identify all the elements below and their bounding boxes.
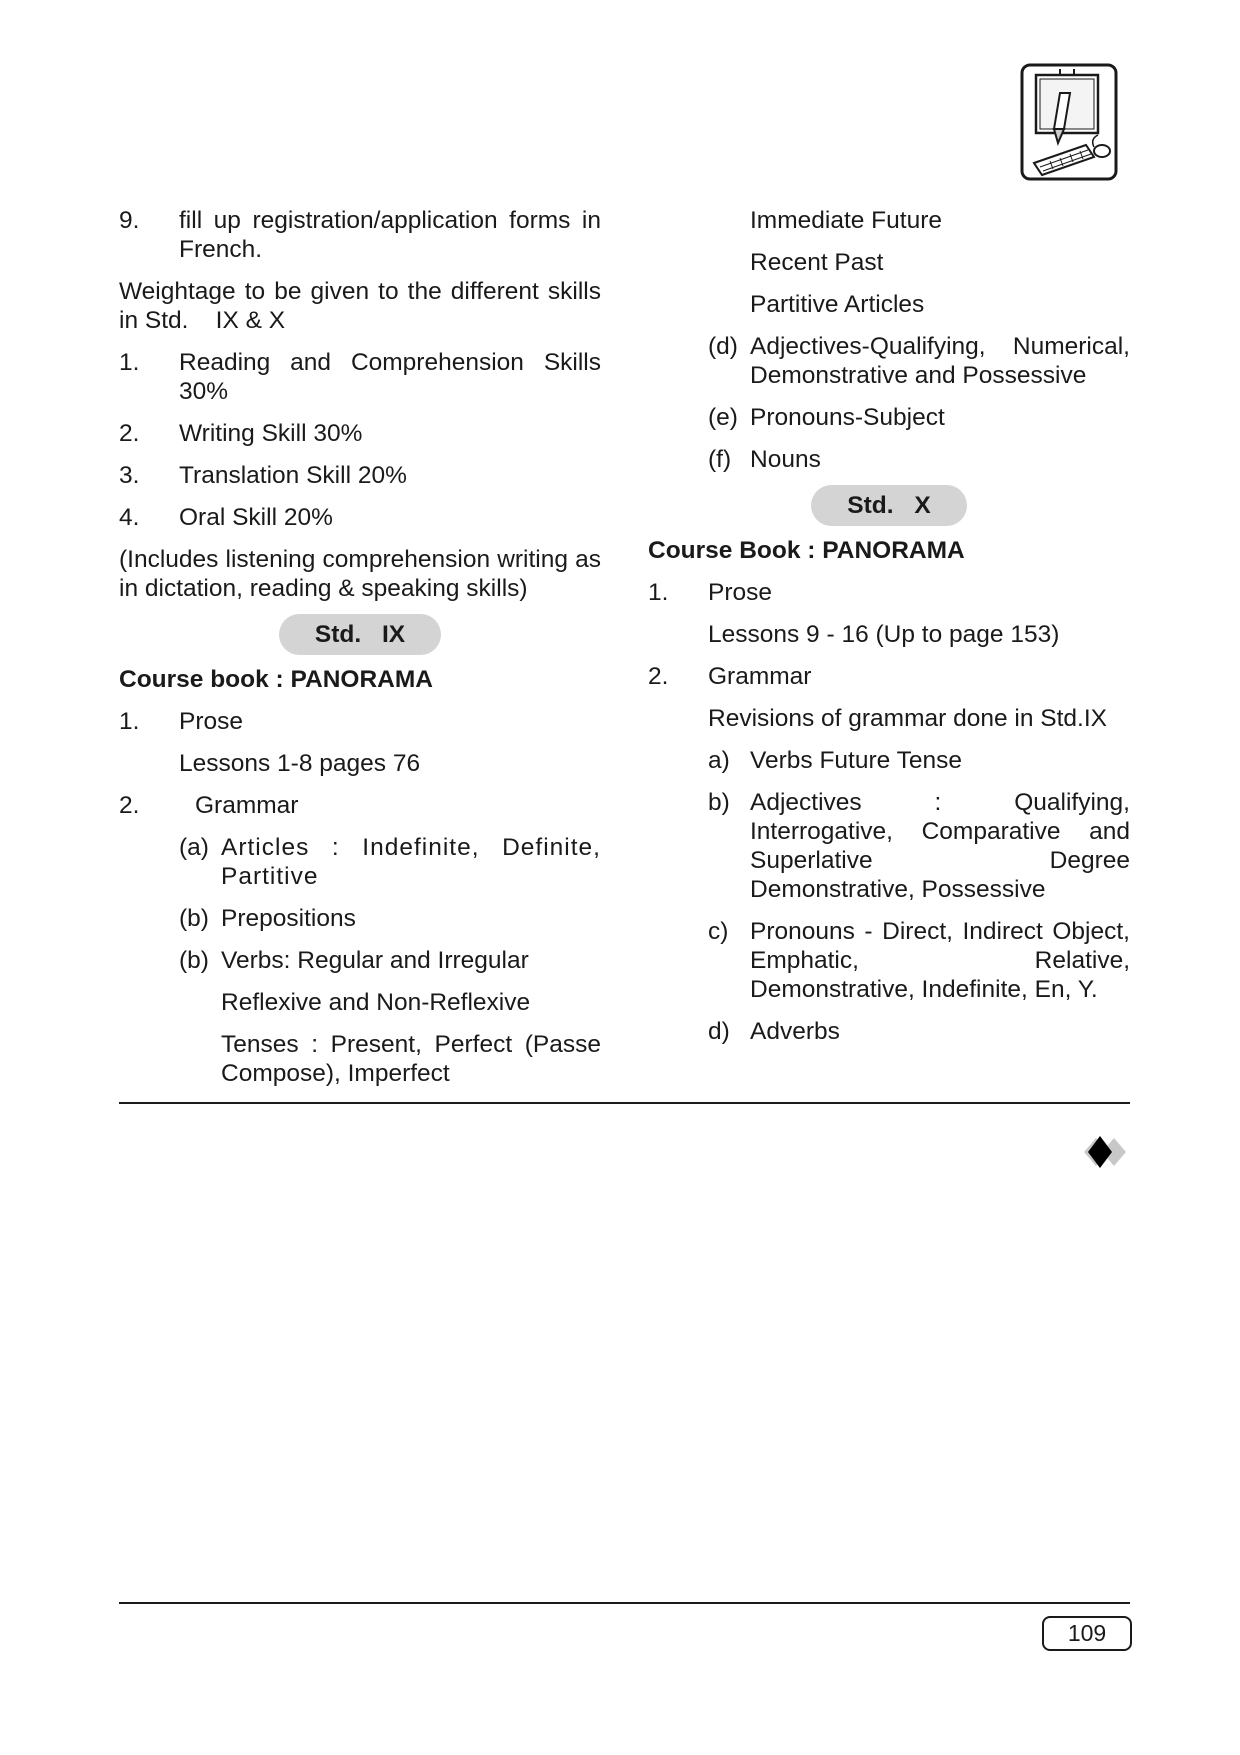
course-heading: Course Book : PANORAMA [648, 537, 965, 564]
section-divider [119, 1102, 1130, 1104]
prose-item [648, 578, 1130, 607]
tense-line: Immediate Future [750, 207, 942, 234]
item-text: Writing Skill 30% [179, 420, 363, 447]
footer-divider [119, 1602, 1130, 1604]
grammar-subitem [648, 332, 1130, 390]
skill-item [119, 419, 601, 448]
prose-detail: Lessons 1-8 pages 76 [179, 750, 421, 777]
grammar-item [119, 791, 601, 820]
weightage-intro: Weightage to be given to the different skills in Std. IX & X [119, 278, 608, 334]
grammar-subitem [648, 746, 1130, 775]
item-text: Translation Skill 20% [179, 462, 407, 489]
skill-item [119, 348, 601, 406]
verb-line: Tenses : Present, Perfect (Passe Compose), Imperfect [221, 1031, 601, 1087]
item-number: 3. [119, 462, 140, 489]
item-number: 9. [119, 207, 140, 234]
skill-item [119, 461, 601, 490]
item-number: 4. [119, 504, 140, 531]
subitem-text: Pronouns - Direct, Indirect Object, Emphatic, Relative, Demonstrative, Indefinite, En, Y. [750, 918, 1130, 1003]
grammar-subitem [119, 904, 601, 933]
item-text: fill up registration/application forms in French. [179, 207, 601, 263]
subitem-label: (f) [708, 446, 732, 473]
item-text: Grammar [708, 663, 812, 690]
item-text: Prose [708, 579, 773, 606]
subitem-text: Verbs: Regular and Irregular [221, 947, 529, 974]
grammar-subitem [648, 445, 1130, 474]
item-number: 2. [119, 792, 140, 819]
diamond-ornament-icon [1068, 1132, 1132, 1172]
grammar-subitem [648, 788, 1130, 904]
left-column [119, 206, 608, 1101]
item-text: Reading and Comprehension Skills 30% [179, 349, 601, 405]
subitem-text: Prepositions [221, 905, 356, 932]
item-number: 2. [119, 420, 140, 447]
subitem-label: a) [708, 747, 730, 774]
verb-line: Reflexive and Non-Reflexive [221, 989, 531, 1016]
grammar-subitem [119, 946, 601, 975]
subitem-label: c) [708, 918, 729, 945]
std-badge-container [119, 614, 601, 655]
page-number: 109 [1042, 1616, 1132, 1651]
grammar-detail: Revisions of grammar done in Std.IX [708, 705, 1107, 732]
grammar-item [648, 662, 1130, 691]
item-number: 2. [648, 663, 669, 690]
std-badge: Std. IX [279, 614, 441, 655]
subitem-text: Adjectives-Qualifying, Numerical, Demonstrative and Possessive [750, 333, 1130, 389]
subitem-text: Articles : Indefinite, Definite, Partitive [221, 834, 601, 890]
std-badge-container [648, 485, 1130, 526]
subitem-label: (b) [179, 905, 209, 932]
subitem-text: Adverbs [750, 1018, 840, 1045]
subitem-label: (a) [179, 834, 209, 861]
item-number: 1. [119, 349, 140, 376]
subitem-label: (e) [708, 404, 738, 431]
grammar-subitem [648, 917, 1130, 1004]
prose-item [119, 707, 601, 736]
tense-line: Partitive Articles [750, 291, 925, 318]
item-text: Grammar [195, 792, 299, 819]
skill-item [119, 503, 601, 532]
subitem-text: Verbs Future Tense [750, 747, 963, 774]
subitem-text: Adjectives : Qualifying, Interrogative, Comparative and Superlative Degree Demonstrative, Possessive [750, 789, 1130, 903]
subitem-label: d) [708, 1018, 730, 1045]
subitem-label: (d) [708, 333, 738, 360]
item-number: 1. [648, 579, 669, 606]
course-heading: Course book : PANORAMA [119, 666, 433, 693]
list-item [119, 206, 601, 264]
grammar-subitem [648, 1017, 1130, 1046]
item-text: Prose [179, 708, 244, 735]
subitem-label: b) [708, 789, 730, 816]
std-badge: Std. X [811, 485, 966, 526]
right-column [648, 206, 1130, 1059]
includes-note: (Includes listening comprehension writing as in dictation, reading & speaking skills) [119, 546, 601, 602]
grammar-subitem [648, 403, 1130, 432]
subitem-text: Nouns [750, 446, 821, 473]
item-number: 1. [119, 708, 140, 735]
subitem-label: (b) [179, 947, 209, 974]
item-text: Oral Skill 20% [179, 504, 333, 531]
grammar-subitem [119, 833, 601, 891]
prose-detail: Lessons 9 - 16 (Up to page 153) [708, 621, 1060, 648]
tense-line: Recent Past [750, 249, 884, 276]
computer-drawing-icon [1020, 63, 1118, 181]
subitem-text: Pronouns-Subject [750, 404, 945, 431]
